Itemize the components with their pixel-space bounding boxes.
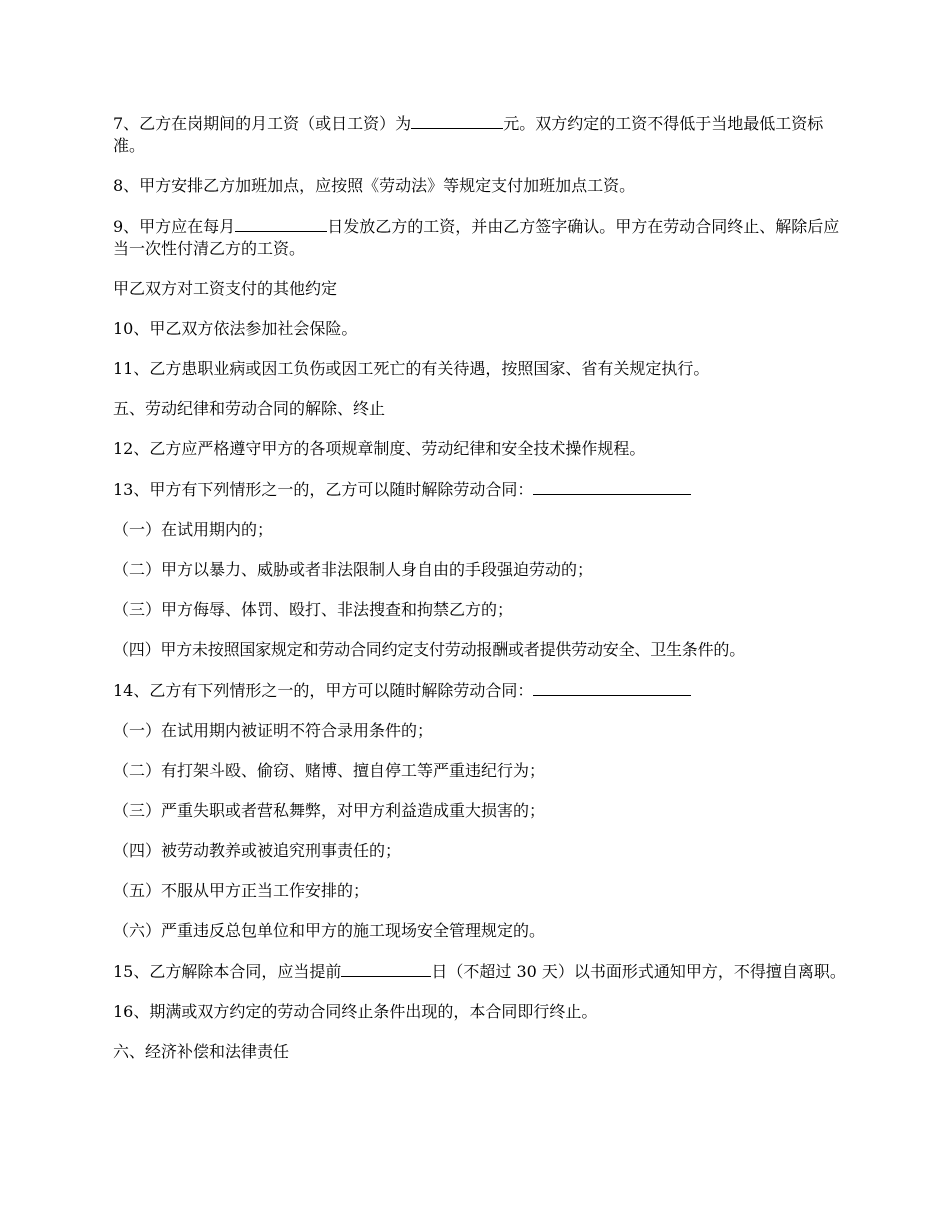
clause-10: 10、甲乙双方依法参加社会保险。 [113, 319, 358, 338]
clause-14-item-3: （三）严重失职或者营私舞弊，对甲方利益造成重大损害的； [113, 801, 546, 820]
clause-13-blank [533, 478, 691, 495]
clause-12: 12、乙方应严格遵守甲方的各项规章制度、劳动纪律和安全技术操作规程。 [113, 439, 646, 458]
clause-9-text-after: 日发放乙方的工资，并由乙方签字确认。甲方在劳动合同终止、解除后应当一次性付清乙方的工资。 [113, 217, 840, 258]
clause-7-text-after: 元。双方约定的工资不得低于当地最低工资标准。 [113, 114, 824, 155]
clause-15-text-after: 日（不超过 30 天）以书面形式通知甲方，不得擅自离职。 [431, 962, 846, 981]
clause-7 [113, 112, 853, 157]
clause-9-text-before: 9、甲方应在每月 [113, 217, 236, 236]
clause-14-item-4: （四）被劳动教养或被追究刑事责任的； [113, 841, 402, 860]
clause-15 [113, 960, 853, 983]
section-6-heading: 六、经济补偿和法律责任 [113, 1042, 290, 1061]
document-page [113, 112, 853, 1081]
section-5-heading: 五、劳动纪律和劳动合同的解除、终止 [113, 399, 386, 418]
clause-7-text-before: 7、乙方在岗期间的月工资（或日工资）为 [113, 114, 412, 133]
clause-14-text: 14、乙方有下列情形之一的，甲方可以随时解除劳动合同： [113, 681, 534, 700]
clause-11: 11、乙方患职业病或因工负伤或因工死亡的有关待遇，按照国家、省有关规定执行。 [113, 359, 710, 378]
clause-13-item-2: （二）甲方以暴力、威胁或者非法限制人身自由的手段强迫劳动的； [113, 560, 594, 579]
clause-13-item-1: （一）在试用期内的； [113, 520, 274, 539]
clause-14 [113, 679, 853, 702]
clause-15-text-before: 15、乙方解除本合同，应当提前 [113, 962, 342, 981]
clause-8: 8、甲方安排乙方加班加点，应按照《劳动法》等规定支付加班加点工资。 [113, 176, 636, 195]
notice-days-blank [341, 960, 431, 977]
clause-14-item-5: （五）不服从甲方正当工作安排的； [113, 881, 370, 900]
clause-14-item-1: （一）在试用期内被证明不符合录用条件的； [113, 721, 434, 740]
clause-13-text: 13、甲方有下列情形之一的，乙方可以随时解除劳动合同： [113, 480, 534, 499]
clause-16: 16、期满或双方约定的劳动合同终止条件出现的，本合同即行终止。 [113, 1002, 598, 1021]
other-wage-agreement: 甲乙双方对工资支付的其他约定 [113, 279, 338, 298]
clause-14-item-2: （二）有打架斗殴、偷窃、赌博、擅自停工等严重违纪行为； [113, 761, 546, 780]
clause-13-item-3: （三）甲方侮辱、体罚、殴打、非法搜查和拘禁乙方的； [113, 600, 514, 619]
clause-13-item-4: （四）甲方未按照国家规定和劳动合同约定支付劳动报酬或者提供劳动安全、卫生条件的。 [113, 640, 746, 659]
pay-day-blank [235, 215, 327, 232]
clause-13 [113, 478, 853, 501]
wage-amount-blank [411, 112, 503, 129]
clause-14-blank [533, 679, 691, 696]
clause-9 [113, 215, 853, 260]
clause-14-item-6: （六）严重违反总包单位和甲方的施工现场安全管理规定的。 [113, 921, 546, 940]
